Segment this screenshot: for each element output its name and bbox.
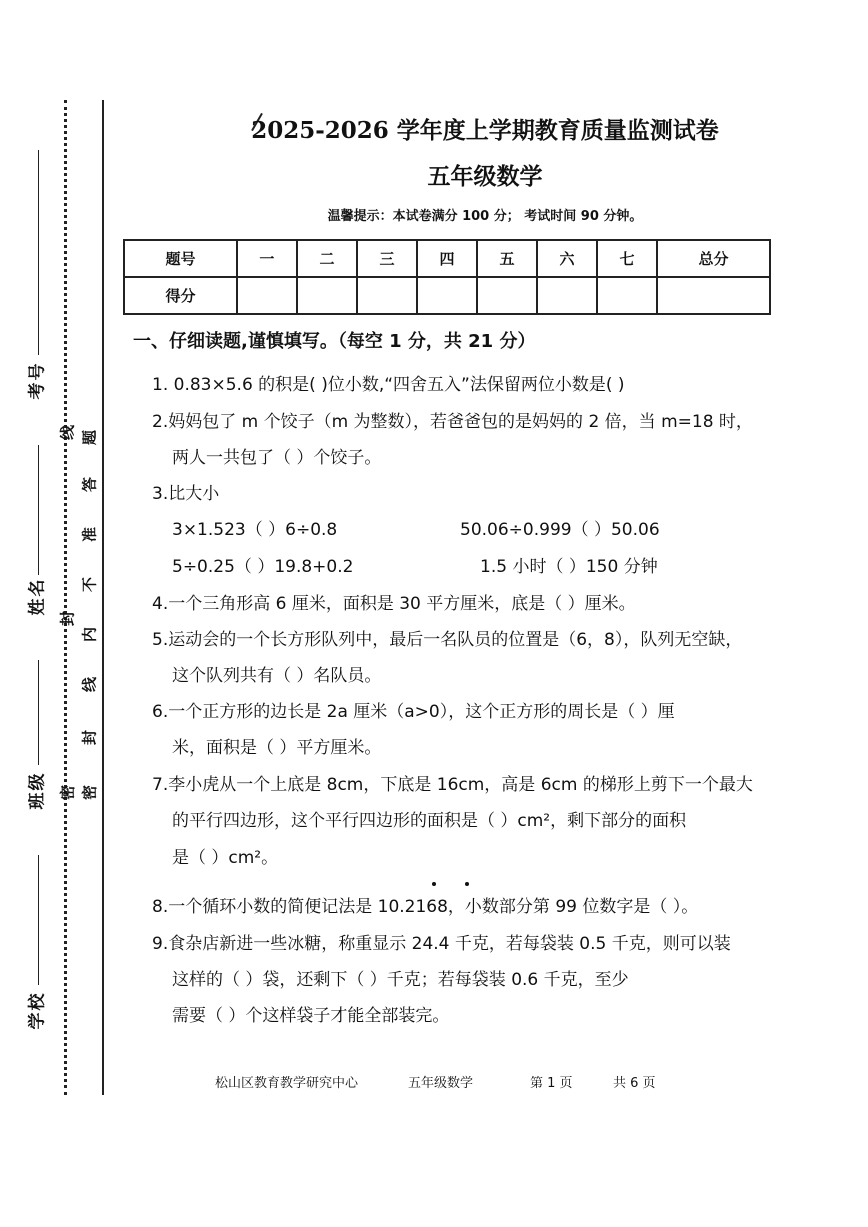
question-4: 4.一个三角形高 6 厘米，面积是 30 平方厘米，底是（ ）厘米。: [152, 594, 636, 614]
question-9-line-1: 9.食杂店新进一些冰糖，称重显示 24.4 千克，若每袋装 0.5 千克，则可以装: [152, 934, 731, 954]
question-6-line-2: 米，面积是（ ）平方厘米。: [172, 738, 382, 758]
score-cell[interactable]: [597, 277, 657, 314]
school-label: 学校: [27, 991, 48, 1030]
name-label: 姓名: [27, 577, 48, 616]
seal-char: 答: [80, 477, 99, 493]
score-header-cell: 四: [417, 240, 477, 277]
seal-char: 准: [80, 527, 99, 543]
score-cell[interactable]: [237, 277, 297, 314]
question-3b: 50.06÷0.999（ ）50.06: [460, 520, 660, 540]
score-header-cell: 六: [537, 240, 597, 277]
seal-char: 密: [58, 785, 77, 801]
question-7-line-1: 7.李小虎从一个上底是 8cm，下底是 16cm，高是 6cm 的梯形上剪下一个最大: [152, 775, 753, 795]
footer-subject: 五年级数学: [408, 1076, 474, 1091]
footer-org: 松山区教育教学研究中心: [215, 1076, 359, 1091]
score-cell[interactable]: [477, 277, 537, 314]
seal-char: 线: [80, 677, 99, 693]
question-9-line-3: 需要（ ）个这样袋子才能全部装完。: [172, 1006, 450, 1026]
exam-number-underline: [38, 150, 40, 355]
class-label: 班级: [27, 771, 48, 810]
seal-char: 密: [80, 785, 99, 801]
footer-page: 第 1 页: [530, 1076, 573, 1091]
seal-char: 封: [58, 611, 77, 627]
question-5-line-2: 这个队列共有（ ）名队员。: [172, 666, 382, 686]
question-3: 3.比大小: [152, 484, 220, 504]
seal-char: 题: [80, 430, 99, 446]
binding-solid-line: [102, 100, 104, 1095]
section-heading: 一、仔细读题,谨慎填写。（每空 1 分，共 21 分）: [133, 331, 536, 352]
school-underline: [38, 855, 40, 985]
score-header-cell: 七: [597, 240, 657, 277]
score-table-header-row: [124, 240, 770, 277]
score-header-cell: 总分: [657, 240, 770, 277]
seal-char: 线: [58, 425, 77, 441]
score-cell[interactable]: [657, 277, 770, 314]
score-header-cell: 一: [237, 240, 297, 277]
footer-total: 共 6 页: [613, 1076, 656, 1091]
question-7-line-2: 的平行四边形，这个平行四边形的面积是（ ）cm²，剩下部分的面积: [172, 811, 687, 831]
seal-char: 不: [80, 577, 99, 593]
question-2-line-2: 两人一共包了（ ）个饺子。: [172, 448, 382, 468]
repeating-decimal-dot: [432, 882, 436, 886]
score-table-score-row: [124, 277, 770, 314]
score-header-cell: 三: [357, 240, 417, 277]
seal-char: 内: [80, 627, 99, 643]
score-header-cell: 五: [477, 240, 537, 277]
question-9-line-2: 这样的（ ）袋，还剩下（ ）千克；若每袋装 0.6 千克，至少: [172, 970, 629, 990]
score-cell[interactable]: [537, 277, 597, 314]
score-row-label: 得分: [124, 277, 237, 314]
score-cell[interactable]: [297, 277, 357, 314]
seal-char: 封: [80, 730, 99, 746]
score-cell[interactable]: [417, 277, 477, 314]
question-3a: 3×1.523（ ）6÷0.8: [172, 520, 338, 540]
question-3d: 1.5 小时（ ）150 分钟: [480, 557, 658, 577]
exam-notice: 温馨提示：本试卷满分 100 分； 考试时间 90 分钟。: [327, 209, 643, 224]
question-1: 1. 0.83×5.6 的积是( )位小数,“四舍五入”法保留两位小数是( ): [152, 375, 625, 395]
binding-dotted-line: [64, 100, 67, 1095]
exam-subtitle: 五年级数学: [427, 163, 543, 190]
score-header-cell: 题号: [124, 240, 237, 277]
name-underline: [38, 445, 40, 575]
exam-title: 2025-2026 学年度上学期教育质量监测试卷: [251, 117, 719, 144]
class-underline: [38, 660, 40, 765]
score-table: [123, 239, 771, 315]
score-cell[interactable]: [357, 277, 417, 314]
repeating-decimal-dot: [465, 882, 469, 886]
question-6-line-1: 6.一个正方形的边长是 2a 厘米（a>0），这个正方形的周长是（ ）厘: [152, 702, 675, 722]
exam-number-label: 考号: [27, 361, 48, 400]
question-5-line-1: 5.运动会的一个长方形队列中，最后一名队员的位置是（6，8），队列无空缺，: [152, 630, 743, 650]
question-2-line-1: 2.妈妈包了 m 个饺子（m 为整数），若爸爸包的是妈妈的 2 倍，当 m=18 时，: [152, 412, 753, 432]
question-7-line-3: 是（ ）cm²。: [172, 848, 279, 868]
question-3c: 5÷0.25（ ）19.8+0.2: [172, 557, 354, 577]
question-8: 8.一个循环小数的简便记法是 10.2168，小数部分第 99 位数字是（ ）。: [152, 897, 699, 917]
score-header-cell: 二: [297, 240, 357, 277]
